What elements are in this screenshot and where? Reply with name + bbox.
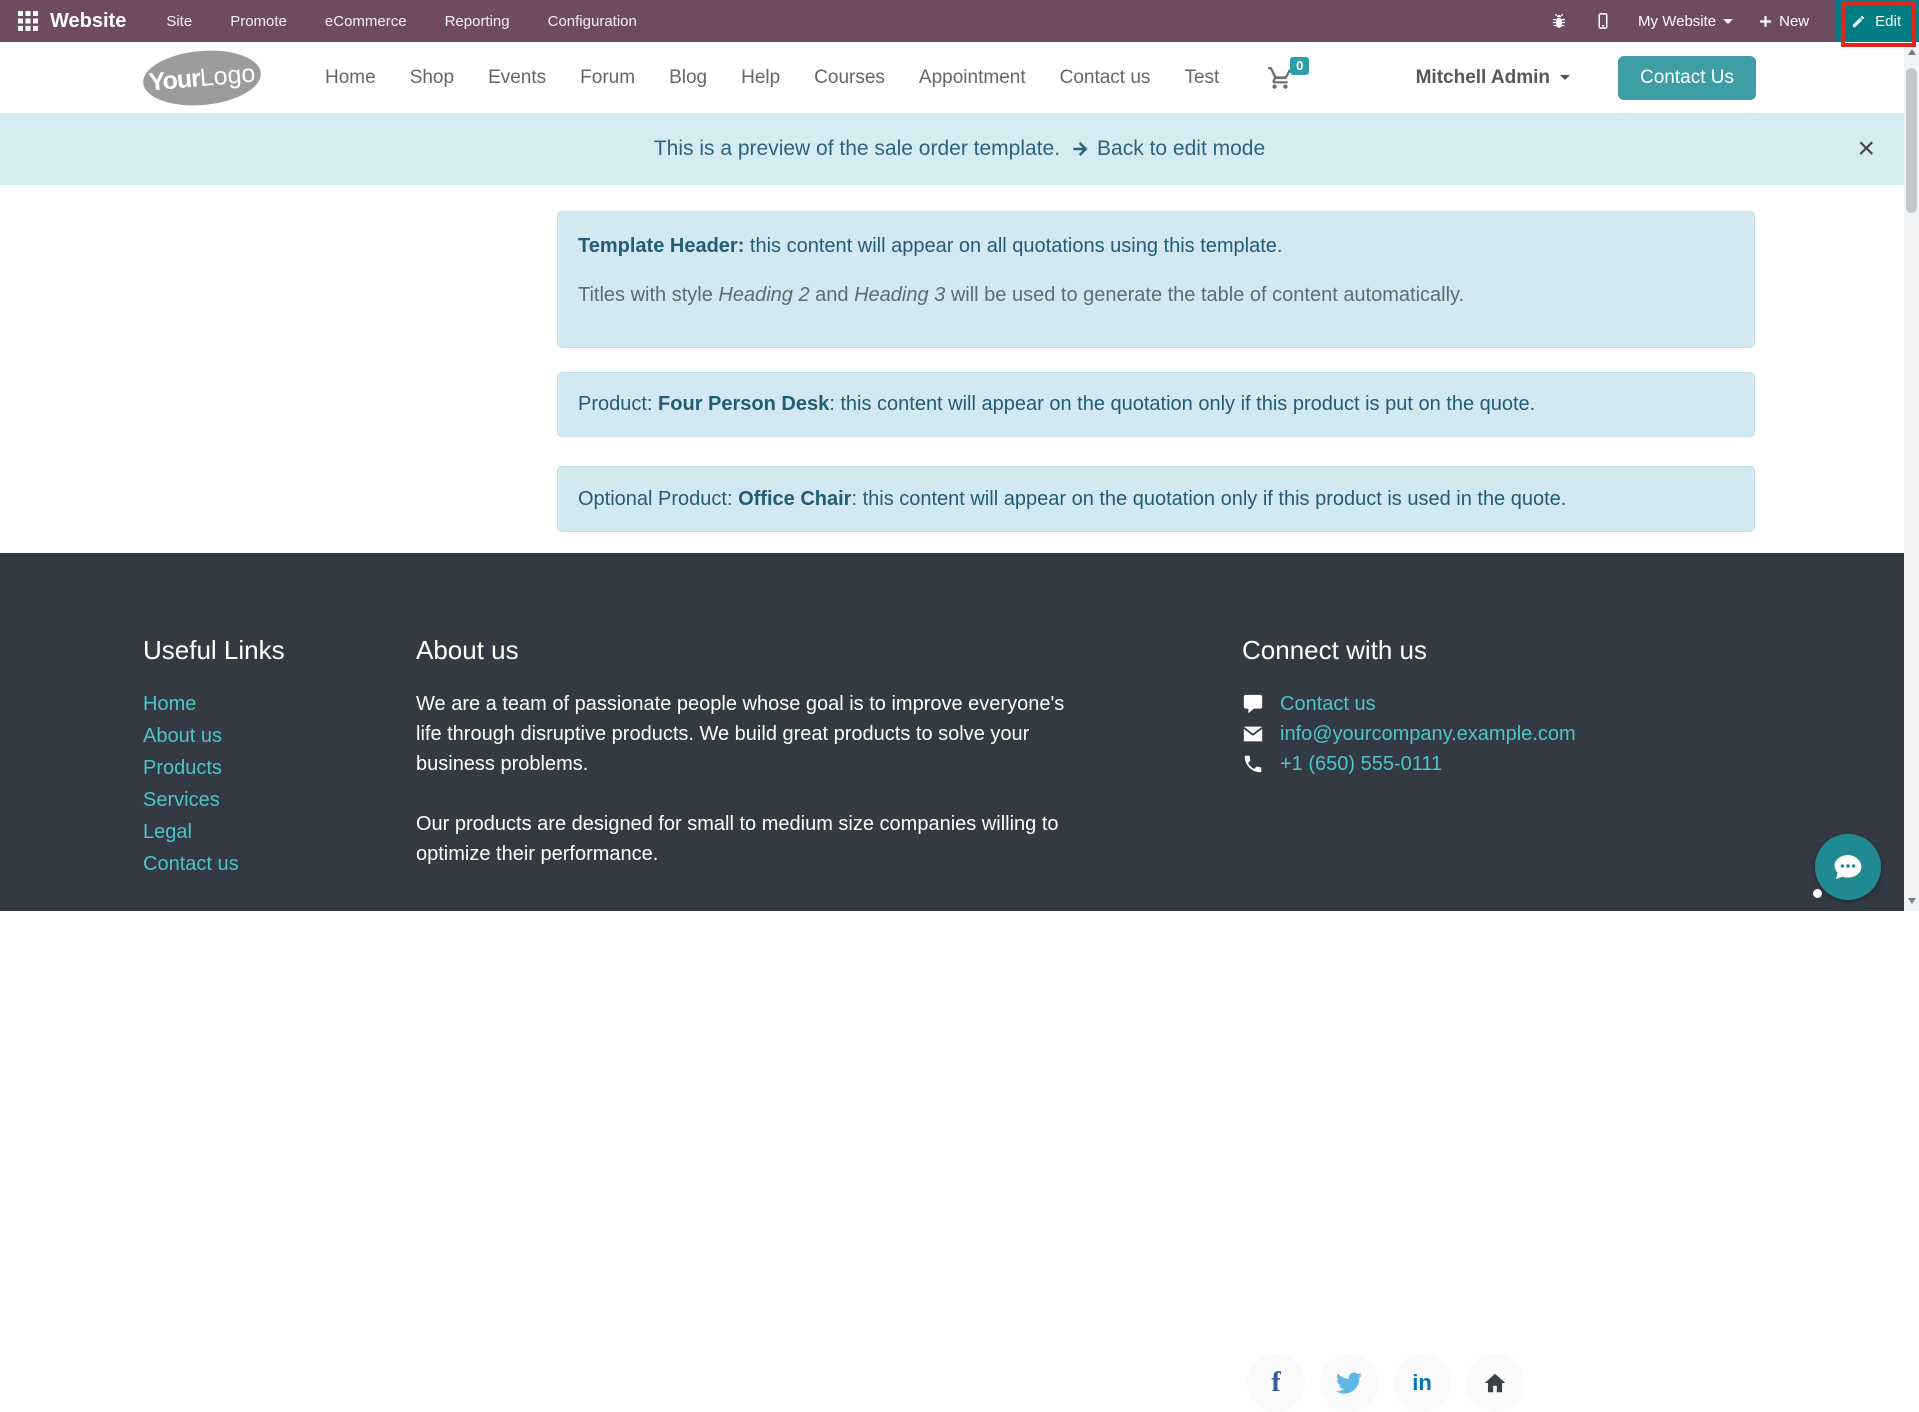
nav-link-appointment[interactable]: Appointment: [918, 66, 1026, 88]
scrollbar-up-arrow[interactable]: [1904, 44, 1919, 60]
optional-product-paragraph: Optional Product: Office Chair: this content will appear on the quotation only if this product is used in the quote.: [578, 487, 1567, 510]
contact-us-button[interactable]: Contact Us: [1618, 56, 1756, 100]
logo-text-light: Logo: [198, 58, 257, 92]
list-item: [143, 753, 403, 785]
connect-contact-row: [1242, 689, 1562, 719]
list-item: [143, 785, 403, 817]
close-icon[interactable]: ×: [1857, 132, 1875, 165]
optional-product-box: [557, 466, 1755, 532]
footer-link-products[interactable]: Products: [143, 757, 222, 779]
plus-icon: [1759, 15, 1772, 28]
new-button-label: New: [1779, 12, 1810, 30]
debug-bug-icon[interactable]: [1550, 12, 1568, 30]
banner-message: This is a preview of the sale order template.: [653, 137, 1061, 160]
nav-link-test[interactable]: Test: [1184, 66, 1220, 88]
topbar-menu-configuration[interactable]: Configuration: [547, 12, 637, 30]
back-to-edit-link[interactable]: Back to edit mode: [1097, 137, 1266, 160]
website-home-icon[interactable]: [1466, 1354, 1524, 1412]
template-preview-content: [0, 211, 1919, 579]
scrollbar-thumb[interactable]: [1906, 68, 1917, 213]
chat-status-dot: [1813, 889, 1822, 898]
footer-useful-links: [143, 635, 403, 881]
list-item: [143, 849, 403, 881]
social-buttons: [1247, 1354, 1524, 1412]
template-heading-note: Titles with style Heading 2 and Heading 3 will be used to generate the table of content automatically.: [578, 284, 1465, 306]
nav-link-help[interactable]: Help: [741, 66, 781, 88]
preview-banner: [0, 113, 1919, 185]
backend-topbar: [0, 0, 1919, 42]
app-title[interactable]: Website: [50, 9, 127, 32]
template-header-paragraph: Template Header: this content will appear on all quotations using this template.: [578, 235, 1283, 257]
topbar-right: [1550, 0, 1919, 42]
template-header-box: [557, 211, 1755, 348]
nav-link-courses[interactable]: Courses: [814, 66, 885, 88]
connect-title: Connect with us: [1242, 635, 1427, 665]
website-switcher[interactable]: [1638, 13, 1733, 30]
footer-contact-us-link[interactable]: Contact us: [1280, 692, 1376, 715]
navbar-right: [1416, 56, 1756, 100]
user-name: Mitchell Admin: [1415, 66, 1551, 88]
useful-links-title: Useful Links: [143, 635, 285, 665]
edit-button[interactable]: [1835, 0, 1919, 42]
website-navbar: [0, 42, 1919, 113]
footer-phone-link[interactable]: +1 (650) 555-0111: [1280, 752, 1443, 775]
nav-link-shop[interactable]: Shop: [409, 66, 455, 88]
footer-link-home[interactable]: Home: [143, 693, 197, 715]
phone-icon: [1242, 753, 1264, 775]
about-paragraph-2: Our products are designed for small to medium size companies willing to optimize their performance.: [416, 813, 1059, 865]
topbar-left: [14, 10, 637, 33]
footer-email-link[interactable]: info@yourcompany.example.com: [1280, 722, 1576, 745]
pencil-icon: [1851, 14, 1866, 29]
twitter-icon[interactable]: [1320, 1354, 1378, 1412]
list-item: [143, 689, 403, 721]
new-button[interactable]: [1759, 13, 1809, 30]
topbar-menu-site[interactable]: Site: [166, 12, 193, 30]
nav-link-blog[interactable]: Blog: [669, 66, 708, 88]
connect-list: [1242, 689, 1576, 779]
apps-grid-icon[interactable]: [18, 11, 38, 31]
topbar-menu: [166, 13, 637, 30]
connect-phone-row: [1242, 749, 1562, 779]
site-nav: [325, 67, 1219, 89]
site-logo[interactable]: [141, 45, 263, 109]
mobile-preview-icon[interactable]: [1594, 12, 1612, 30]
logo-text-bold: Your: [147, 63, 201, 96]
footer-link-legal[interactable]: Legal: [143, 821, 192, 843]
site-footer: [0, 553, 1919, 1398]
footer-link-contact-us[interactable]: Contact us: [143, 853, 239, 875]
facebook-icon[interactable]: f: [1247, 1354, 1305, 1412]
livechat-button[interactable]: [1815, 834, 1881, 900]
footer-link-services[interactable]: Services: [143, 789, 220, 811]
speech-bubble-icon: [1242, 693, 1264, 715]
nav-link-forum[interactable]: Forum: [580, 66, 636, 88]
chevron-down-icon: [1560, 75, 1570, 80]
about-title: About us: [416, 635, 519, 665]
arrow-right-icon: [1070, 139, 1090, 159]
user-menu[interactable]: [1416, 67, 1570, 89]
footer-connect: [1242, 635, 1576, 779]
edit-button-label: Edit: [1875, 12, 1901, 30]
nav-link-home[interactable]: Home: [325, 66, 376, 88]
about-paragraph-1: We are a team of passionate people whose goal is to improve everyone's life through disruptive products. We build great products to solve your business problems.: [416, 693, 1065, 775]
footer-link-about-us[interactable]: About us: [143, 725, 222, 747]
topbar-menu-ecommerce[interactable]: eCommerce: [324, 12, 407, 30]
nav-link-contact-us[interactable]: Contact us: [1059, 66, 1151, 88]
cart-button[interactable]: [1267, 57, 1304, 91]
list-item: [143, 817, 403, 849]
topbar-menu-promote[interactable]: Promote: [230, 12, 287, 30]
envelope-icon: [1242, 723, 1264, 745]
linkedin-icon[interactable]: in: [1393, 1354, 1451, 1412]
topbar-menu-reporting[interactable]: Reporting: [444, 12, 510, 30]
product-box: [557, 372, 1755, 437]
page-scrollbar[interactable]: [1904, 42, 1919, 911]
scrollbar-down-arrow[interactable]: [1904, 893, 1919, 909]
product-paragraph: Product: Four Person Desk: this content will appear on the quotation only if this product is put on the quote.: [578, 393, 1536, 415]
connect-email-row: [1242, 719, 1576, 749]
cart-count-badge: 0: [1290, 57, 1309, 75]
footer-about: [416, 635, 1076, 869]
nav-link-events[interactable]: Events: [488, 66, 547, 88]
chevron-down-icon: [1723, 19, 1733, 24]
list-item: [143, 721, 403, 753]
website-switcher-label: My Website: [1638, 12, 1717, 30]
template-boxes: [557, 211, 1755, 532]
chat-bubble-icon: [1831, 850, 1865, 884]
